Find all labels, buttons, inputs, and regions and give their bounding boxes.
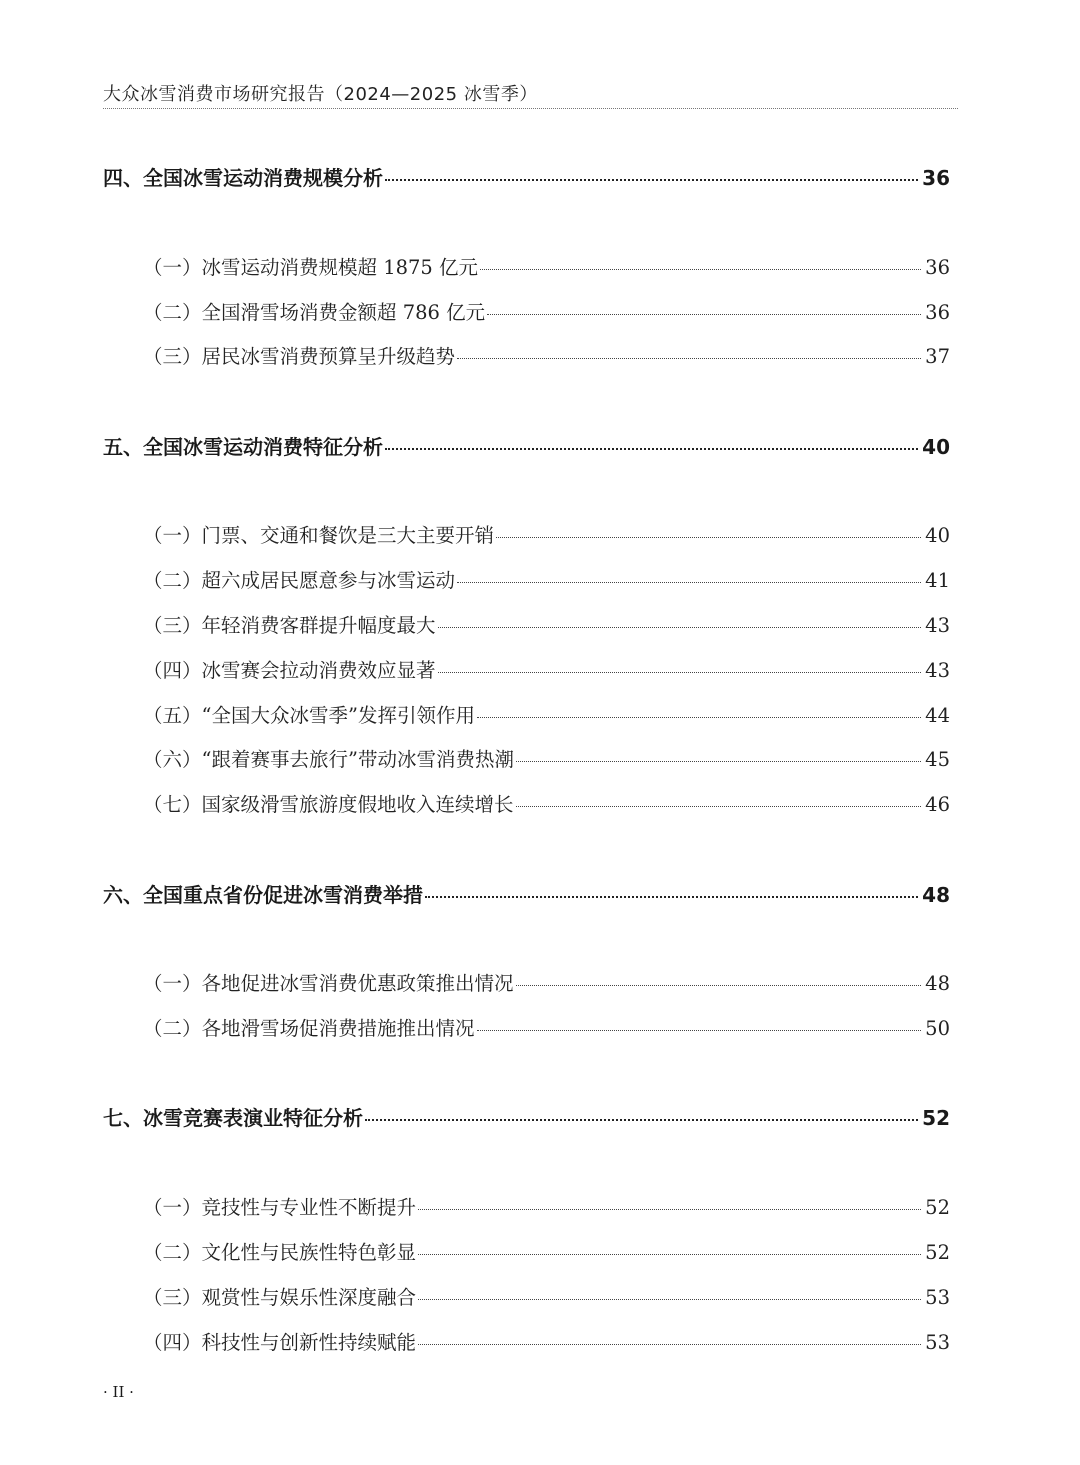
- toc-entry-7-1[interactable]: [0, 1192, 1080, 1222]
- dot-leader: [425, 896, 918, 898]
- dot-leader: [457, 358, 921, 359]
- dot-leader: [477, 717, 921, 718]
- dot-leader: [385, 179, 918, 181]
- toc-entry-page: 52: [925, 1196, 950, 1219]
- toc-entry-page: 44: [925, 704, 950, 727]
- toc-entry-page: 40: [922, 435, 950, 459]
- toc-entry-title: （一）门票、交通和餐饮是三大主要开销: [143, 524, 495, 547]
- toc-entry-title: （一）各地促进冰雪消费优惠政策推出情况: [143, 972, 514, 995]
- dot-leader: [477, 1030, 922, 1031]
- dot-leader: [487, 314, 921, 315]
- toc-entry-title: 四、全国冰雪运动消费规模分析: [103, 166, 383, 190]
- toc-entry-title: （二）文化性与民族性特色彰显: [143, 1241, 417, 1264]
- toc-entry-title: （五）“全国大众冰雪季”发挥引领作用: [143, 704, 475, 727]
- dot-leader: [418, 1209, 921, 1210]
- toc-entry-page: 53: [925, 1286, 950, 1309]
- toc-entry-page: 50: [925, 1017, 950, 1040]
- toc-entry-page: 48: [925, 972, 950, 995]
- page-number: · II ·: [103, 1383, 134, 1401]
- dot-leader: [480, 269, 921, 270]
- toc-entry-page: 40: [925, 524, 950, 547]
- toc-entry-title: （一）竞技性与专业性不断提升: [143, 1196, 417, 1219]
- dot-leader: [438, 627, 922, 628]
- toc-entry-title: 五、全国冰雪运动消费特征分析: [103, 435, 383, 459]
- toc-entry-5-7[interactable]: [0, 789, 1080, 819]
- toc-entry-5-6[interactable]: [0, 744, 1080, 774]
- toc-entry-4-1[interactable]: [0, 252, 1080, 282]
- dot-leader: [418, 1254, 921, 1255]
- toc-entry-chapter-6[interactable]: [0, 879, 1080, 909]
- toc-entry-title: （四）冰雪赛会拉动消费效应显著: [143, 659, 436, 682]
- toc-entry-page: 36: [925, 256, 950, 279]
- toc-entry-page: 43: [925, 659, 950, 682]
- toc-entry-page: 37: [925, 345, 950, 368]
- dot-leader: [516, 761, 921, 762]
- toc-entry-chapter-5[interactable]: [0, 431, 1080, 461]
- toc-entry-5-4[interactable]: [0, 655, 1080, 685]
- toc-entry-title: （四）科技性与创新性持续赋能: [143, 1331, 417, 1354]
- toc-entry-page: 45: [925, 748, 950, 771]
- dot-leader: [496, 537, 921, 538]
- toc-entry-page: 53: [925, 1331, 950, 1354]
- toc-entry-7-3[interactable]: [0, 1282, 1080, 1312]
- toc-entry-page: 46: [925, 793, 950, 816]
- toc-entry-title: （一）冰雪运动消费规模超 1875 亿元: [143, 256, 479, 279]
- toc-entry-7-4[interactable]: [0, 1327, 1080, 1357]
- toc-entry-4-2[interactable]: [0, 297, 1080, 327]
- dot-leader: [516, 985, 922, 986]
- toc-entry-title: （二）各地滑雪场促消费措施推出情况: [143, 1017, 475, 1040]
- toc-entry-title: （三）居民冰雪消费预算呈升级趋势: [143, 345, 456, 368]
- toc-entry-title: 六、全国重点省份促进冰雪消费举措: [103, 883, 423, 907]
- toc-entry-page: 52: [925, 1241, 950, 1264]
- toc-entry-5-2[interactable]: [0, 565, 1080, 595]
- toc-entry-title: （三）年轻消费客群提升幅度最大: [143, 614, 436, 637]
- toc-entry-page: 36: [922, 166, 950, 190]
- header-divider: [103, 108, 958, 109]
- dot-leader: [418, 1344, 921, 1345]
- toc-entry-page: 43: [925, 614, 950, 637]
- dot-leader: [516, 806, 922, 807]
- toc-entry-title: （二）全国滑雪场消费金额超 786 亿元: [143, 301, 486, 324]
- dot-leader: [365, 1119, 918, 1121]
- dot-leader: [418, 1299, 921, 1300]
- running-header: 大众冰雪消费市场研究报告（2024—2025 冰雪季）: [103, 84, 538, 105]
- toc-entry-title: 七、冰雪竞赛表演业特征分析: [103, 1106, 363, 1130]
- dot-leader: [385, 448, 918, 450]
- toc-entry-title: （七）国家级滑雪旅游度假地收入连续增长: [143, 793, 514, 816]
- toc-entry-chapter-4[interactable]: [0, 162, 1080, 192]
- toc-entry-5-3[interactable]: [0, 610, 1080, 640]
- toc-entry-page: 41: [925, 569, 950, 592]
- toc-entry-6-2[interactable]: [0, 1013, 1080, 1043]
- toc-entry-page: 48: [922, 883, 950, 907]
- dot-leader: [457, 582, 921, 583]
- toc-entry-7-2[interactable]: [0, 1237, 1080, 1267]
- toc-entry-page: 52: [922, 1106, 950, 1130]
- dot-leader: [438, 672, 922, 673]
- toc-entry-page: 36: [925, 301, 950, 324]
- toc-entry-6-1[interactable]: [0, 968, 1080, 998]
- toc-entry-title: （六）“跟着赛事去旅行”带动冰雪消费热潮: [143, 748, 514, 771]
- toc-entry-title: （三）观赏性与娱乐性深度融合: [143, 1286, 417, 1309]
- toc-entry-chapter-7[interactable]: [0, 1102, 1080, 1132]
- toc-entry-title: （二）超六成居民愿意参与冰雪运动: [143, 569, 456, 592]
- toc-entry-5-5[interactable]: [0, 700, 1080, 730]
- toc-entry-4-3[interactable]: [0, 341, 1080, 371]
- toc-entry-5-1[interactable]: [0, 520, 1080, 550]
